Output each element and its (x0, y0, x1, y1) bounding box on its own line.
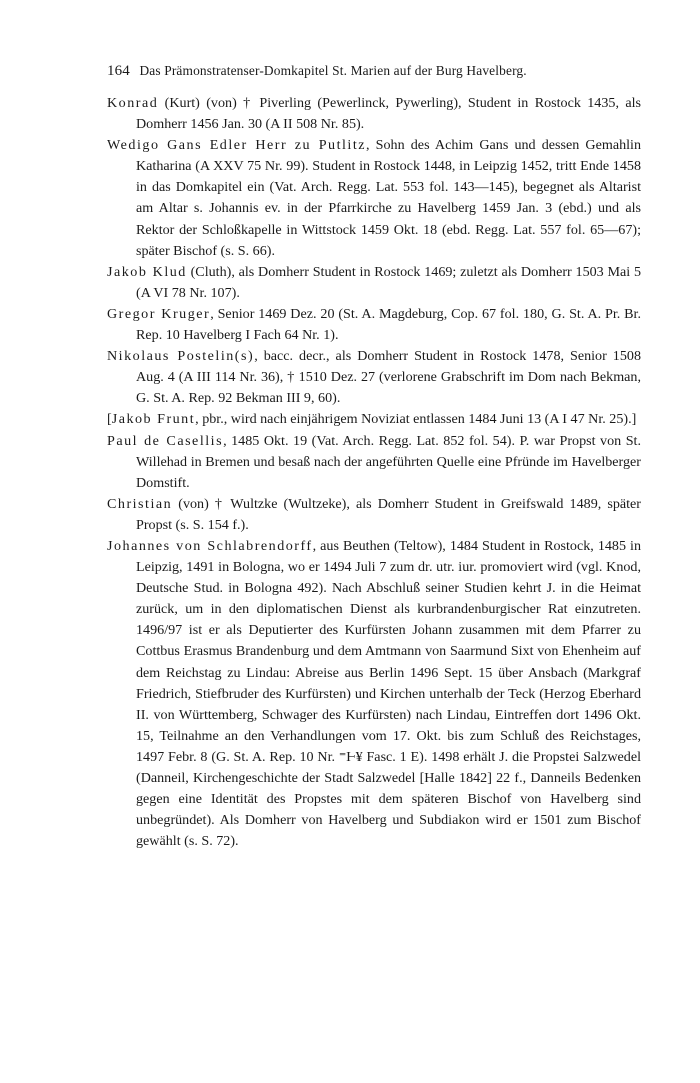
entry-text: , aus Beuthen (Teltow), 1484 Student in Rostock, 1485 in Leipzig, 1491 in Bologna, wo er 1494 Juli 7 zum dr. utr. iur. promoviert wird (vgl. Knod, Deutsche Stud. in Bologna 492). Nach Abschluß seiner Studien kehrt J. in die Heimat zurück, um in den diplomatischen Dienst als kurbrandenburgischer Rat einzutreten. 1496/97 ist er als Deputierter des Kurfürsten Johann zusammen mit dem Pfarrer zu Cottbus Erasmus Brandenburg und dem Amtmann von Saarmund Sixt von Ehenheim auf dem Reichstag zu Lindau: Abreise aus Berlin 1496 Sept. 15 über Ansbach (Markgraf Friedrich, Stiefbruder des Kurfürsten) und Kirchen unterhalb der Teck (Herzog Eberhard II. von Württemberg, Schwager des Kurfürsten) nach Lindau, Eintreffen dort 1496 Okt. 15, Teilnahme an den Verhandlungen vom 17. Okt. bis zum Schluß des Reichstages, 1497 Febr. 8 (G. St. A. Rep. 10 Nr. ⁼Ⱶ¥ Fasc. 1 E). 1498 erhält J. die Propstei Salzwedel (Danneil, Kirchengeschichte der Stadt Salzwedel [Halle 1842] 22 f., Danneils Bedenken gegen eine Identität des Propstes mit dem späteren Bischof von Havelberg sind unbegründet). Als Domherr von Havelberg und Subdiakon wird er 1501 zum Bischof gewählt (s. S. 72). (136, 537, 641, 850)
page-number: 164 (107, 63, 130, 79)
entry-text: (von) † Wultzke (Wultzeke), als Domherr Student in Greifswald 1489, später Propst (s. S. 154 f.). (136, 495, 641, 533)
entry-name: Konrad (107, 95, 159, 111)
entry-name: Nikolaus Postelin(s) (107, 348, 255, 365)
entry-text: , bacc. decr., als Domherr Student in Rostock 1478, Senior 1508 Aug. 4 (A III 114 Nr. 36), † 1510 Dez. 27 (verlorene Grabschrift im Dom nach Bekman, G. St. A. Rep. 92 Bekman III 9, 60). (136, 348, 641, 407)
entry-text: , 1485 Okt. 19 (Vat. Arch. Regg. Lat. 852 fol. 54). P. war Propst von St. Willehad in Bremen und besaß nach der angeführten Quelle eine Pfründe im Havelberger Domstift. (136, 432, 641, 491)
entry-text: , pbr., wird nach einjährigem Noviziat entlassen 1484 Juni 13 (A I 47 Nr. 25).] (195, 411, 637, 428)
entry-name: Wedigo Gans Edler Herr zu Putlitz (107, 137, 367, 154)
entry-name: Johannes von Schlabrendorff (107, 537, 313, 554)
entry-christian-wultzke (107, 494, 641, 536)
running-title: Das Prämonstratenser-Domkapitel St. Marien auf der Burg Havelberg. (139, 63, 527, 78)
entry-list (107, 93, 641, 852)
entry-paul-de-casellis (107, 431, 641, 494)
entry-text: (Cluth), als Domherr Student in Rostock 1469; zuletzt als Domherr 1503 Mai 5 (A VI 78 Nr. 107). (136, 263, 641, 301)
entry-name: Jakob Klud (107, 263, 187, 280)
entry-nikolaus-postelin (107, 346, 641, 409)
entry-name: Christian (107, 495, 173, 512)
running-header (107, 62, 647, 80)
entry-wedigo-gans (107, 135, 641, 262)
entry-name: Gregor Kruger (107, 305, 211, 322)
entry-text: , Sohn des Achim Gans und dessen Gemahlin Katharina (A XXV 75 Nr. 99). Student in Rostock 1448, in Leipzig 1452, tritt Ende 1458 in das Domkapitel ein (Vat. Arch. Regg. Lat. 553 fol. 143—145), begegnet als Altarist am Altar s. Johannis ev. in der Pfarrkirche zu Havelberg 1459 Jan. 3 (ebd.) und als Rektor der Schloßkapelle in Wittstock 1459 Okt. 18 (ebd. Regg. Lat. 557 fol. 65—67); später Bischof (s. S. 66). (136, 137, 641, 259)
entry-johannes-von-schlabrendorff (107, 536, 641, 852)
entry-jakob-klud (107, 262, 641, 304)
entry-konrad (107, 93, 641, 135)
entry-jakob-frunt (107, 409, 641, 430)
entry-name: Paul de Casellis (107, 432, 224, 449)
entry-name: Jakob Frunt (111, 411, 196, 428)
entry-text: , Senior 1469 Dez. 20 (St. A. Magdeburg, Cop. 67 fol. 180, G. St. A. Pr. Br. Rep. 10 Havelberg I Fach 64 Nr. 1). (136, 305, 641, 344)
entry-bracket: [ (107, 411, 112, 428)
entry-gregor-kruger (107, 304, 641, 346)
entry-text: (Kurt) (von) † Piverling (Pewerlinck, Pywerling), Student in Rostock 1435, als Domherr 1456 Jan. 30 (A II 508 Nr. 85). (136, 95, 641, 133)
